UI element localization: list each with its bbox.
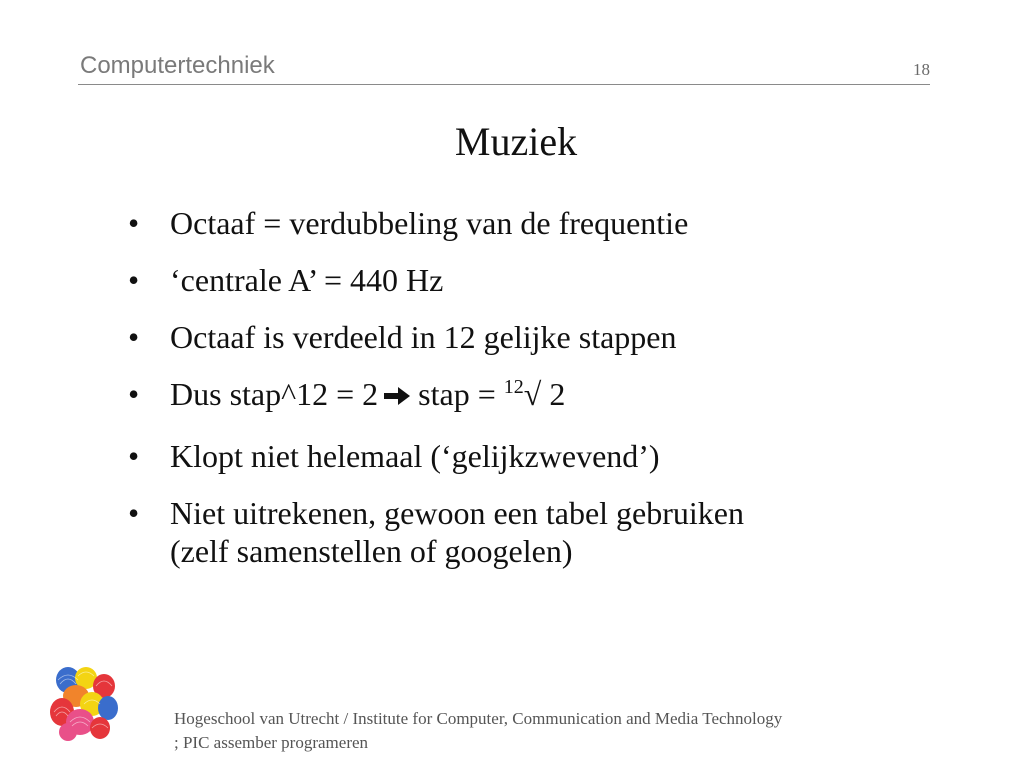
bullet-text: ‘centrale A’ = 440 Hz (170, 262, 444, 298)
header-divider (78, 84, 930, 85)
bullet-item (126, 204, 906, 242)
bullet-text: Octaaf = verdubbeling van de frequentie (170, 205, 689, 241)
bullet-text-continuation: (zelf samenstellen of googelen) (170, 533, 573, 569)
bullet-item (126, 494, 906, 570)
slide-title: Muziek (454, 119, 578, 164)
right-arrow-icon (382, 386, 412, 406)
bullet-list (126, 204, 906, 589)
bullet-dot: • (128, 376, 140, 412)
bullet-item (126, 375, 906, 418)
bullet-dot: • (128, 495, 140, 531)
bullet-text: Octaaf is verdeeld in 12 gelijke stappen (170, 319, 677, 355)
footer-line: Hogeschool van Utrecht / Institute for Computer, Communication and Media Technology (174, 709, 783, 728)
bullet-dot: • (128, 205, 140, 241)
header-title: Computertechniek (80, 52, 275, 79)
footer (174, 707, 914, 755)
footer-line: ; PIC assember programeren (174, 733, 369, 752)
bullet-text: Niet uitrekenen, gewoon een tabel gebruiken (170, 495, 744, 531)
hogeschool-utrecht-logo (46, 664, 122, 744)
bullet-dot: • (128, 438, 140, 474)
slide-number: 18 (913, 60, 930, 79)
square-root-expression: √ 2 (523, 376, 566, 412)
bullet-text: Dus stap^12 = 2 (170, 376, 379, 412)
bullet-text: Klopt niet helemaal (‘gelijkzwevend’) (170, 438, 660, 474)
bullet-dot: • (128, 262, 140, 298)
bullet-item (126, 437, 906, 475)
bullet-item (126, 318, 906, 356)
root-index: 12 (503, 376, 524, 398)
bullet-dot: • (128, 319, 140, 355)
bullet-text: stap = (418, 376, 496, 412)
bullet-item (126, 261, 906, 299)
